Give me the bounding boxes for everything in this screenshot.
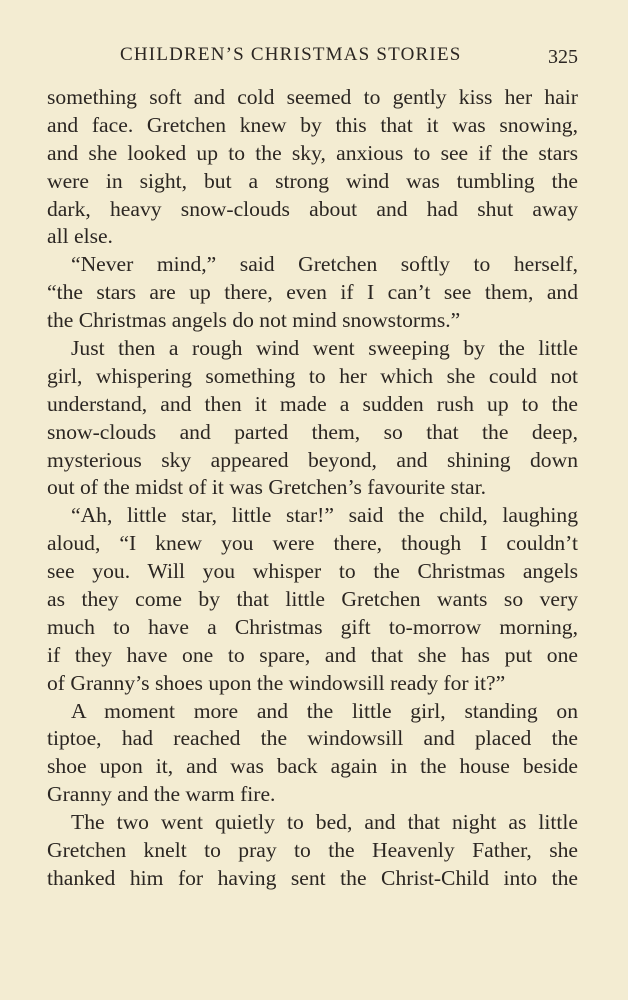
paragraph (47, 502, 578, 697)
text-line: shoe upon it, and was back again in the house beside (47, 754, 578, 779)
text-line: tiptoe, had reached the windowsill and placed the (47, 726, 578, 751)
text-line: The two went quietly to bed, and that night as little (71, 810, 578, 835)
paragraph (47, 698, 578, 810)
text-line: and face. Gretchen knew by this that it was snowing, (47, 112, 578, 137)
paragraph (47, 809, 578, 893)
text-line: see you. Will you whisper to the Christmas angels (47, 559, 578, 584)
text-line: mysterious sky appeared beyond, and shining down (47, 447, 578, 472)
text-line: “Never mind,” said Gretchen softly to herself, (71, 252, 578, 277)
text-line: A moment more and the little girl, standing on (71, 698, 578, 723)
text-line: the Christmas angels do not mind snowstorms.” (47, 308, 461, 333)
text-line: snow-clouds and parted them, so that the deep, (47, 419, 578, 444)
text-line: something soft and cold seemed to gently kiss her hair (47, 85, 578, 109)
paragraph (47, 84, 578, 251)
text-line: thanked him for having sent the Christ-Child into the (47, 865, 578, 890)
paragraph (47, 335, 578, 502)
text-line: understand, and then it made a sudden rush up to the (47, 391, 578, 416)
running-head-title: CHILDREN’S CHRISTMAS STORIES (120, 44, 462, 65)
text-line: “Ah, little star, little star!” said the child, laughing (71, 503, 578, 528)
text-line: girl, whispering something to her which she could not (47, 363, 578, 388)
text-line: dark, heavy snow-clouds about and had shut away (47, 196, 578, 221)
text-line: Just then a rough wind went sweeping by the little (71, 336, 578, 361)
text-line: Granny and the warm fire. (47, 782, 276, 807)
body-text (47, 84, 578, 893)
page-number: 325 (548, 46, 578, 68)
text-line: and she looked up to the sky, anxious to see if the stars (47, 140, 578, 165)
paragraph (47, 251, 578, 335)
text-line: much to have a Christmas gift to-morrow morning, (47, 614, 578, 639)
text-line: of Granny’s shoes upon the windowsill ready for it?” (47, 670, 506, 695)
text-line: were in sight, but a strong wind was tumbling the (47, 168, 578, 193)
text-line: if they have one to spare, and that she has put one (47, 642, 578, 667)
text-line: out of the midst of it was Gretchen’s favourite star. (47, 475, 486, 500)
text-line: “the stars are up there, even if I can’t see them, and (47, 280, 578, 305)
text-line: aloud, “I knew you were there, though I couldn’t (47, 531, 578, 556)
text-line: as they come by that little Gretchen wants so very (47, 587, 578, 612)
text-line: all else. (47, 224, 113, 249)
text-line: Gretchen knelt to pray to the Heavenly Father, she (47, 838, 578, 863)
